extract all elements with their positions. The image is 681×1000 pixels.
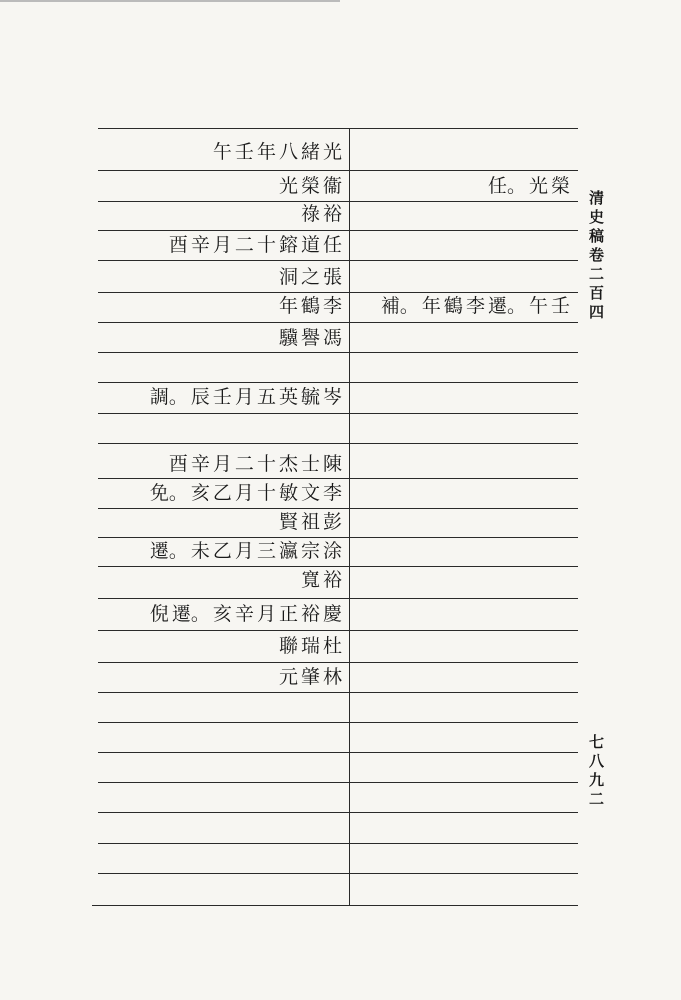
left-entry-row [104,453,342,475]
left-entry-char: 英 [278,386,298,408]
left-entry-char: 十 [256,234,276,256]
left-entry-char: 緒 [300,141,320,163]
table-bottom-border [92,905,578,906]
left-entry-char: 免。 [149,482,188,504]
right-entry-row [356,175,570,197]
right-entry-row [356,295,570,317]
left-entry-row [104,175,342,197]
left-entry-char: 辰 [190,386,210,408]
left-entry-row [104,266,342,288]
left-entry-char: 十 [256,453,276,475]
left-entry-char: 杜 [322,635,342,657]
left-entry-char: 十 [256,482,276,504]
right-entry-char: 光 [528,175,548,197]
left-entry-char: 裕 [322,569,342,591]
left-entry-char: 杰 [278,453,298,475]
left-entry-char: 肇 [300,666,320,688]
left-entry-char: 譽 [300,327,320,349]
left-entry-char: 聯 [278,635,298,657]
left-entry-char: 光 [278,175,298,197]
left-entry-char: 陳 [322,453,342,475]
left-entry-char: 月 [234,386,254,408]
left-entry-row [104,295,342,317]
top-scan-edge [0,0,340,2]
left-entry-char: 敏 [278,482,298,504]
left-entry-row [104,635,342,657]
left-entry-char: 五 [256,386,276,408]
left-entry-char: 任 [322,234,342,256]
left-entry-char: 慶 [322,603,342,625]
left-entry-row [104,327,342,349]
left-entry-char: 乙 [212,482,232,504]
left-entry-char: 李 [322,295,342,317]
left-entry-char: 年 [256,141,276,163]
left-entry-char: 倪 [149,603,169,625]
left-entry-char: 涂 [322,540,342,562]
left-entry-row [104,234,342,256]
volume-title: 清史稿卷二百四 [587,190,605,323]
left-entry-char: 二 [234,453,254,475]
right-entry-char: 鶴 [443,295,463,317]
left-entry-char: 乙 [212,540,232,562]
left-entry-row [104,386,342,408]
left-entry-char: 文 [300,482,320,504]
left-entry-char: 林 [322,666,342,688]
left-entry-char: 午 [212,141,232,163]
left-entry-char: 亥 [212,603,232,625]
left-entry-row [104,569,342,591]
left-entry-char: 寬 [300,569,320,591]
left-entry-char: 宗 [300,540,320,562]
left-entry-char: 彭 [322,511,342,533]
left-entry-row [104,482,342,504]
left-entry-char: 瑞 [300,635,320,657]
left-entry-char: 八 [278,141,298,163]
left-entry-row [104,603,342,625]
left-entry-char: 道 [300,234,320,256]
left-entry-char: 未 [190,540,210,562]
right-entry-char: 李 [465,295,485,317]
left-entry-char: 元 [278,666,298,688]
left-entry-char: 馮 [322,327,342,349]
left-entry-char: 岑 [322,386,342,408]
left-entry-char: 裕 [322,203,342,225]
left-entry-char: 年 [278,295,298,317]
left-entry-char: 月 [234,482,254,504]
left-entry-char: 月 [212,453,232,475]
left-entry-char: 士 [300,453,320,475]
left-entry-char: 李 [322,482,342,504]
left-entry-char: 辛 [190,234,210,256]
left-entry-row [104,203,342,225]
left-entry-row [104,666,342,688]
left-entry-char: 驥 [278,327,298,349]
left-entry-char: 正 [278,603,298,625]
left-entry-char: 張 [322,266,342,288]
left-entry-char: 瀛 [278,540,298,562]
left-entry-char: 賢 [278,511,298,533]
right-entry-char: 午 [528,295,548,317]
left-entry-char: 毓 [300,386,320,408]
right-entry-char: 任。 [487,175,526,197]
left-entry-char: 祖 [300,511,320,533]
right-entry-char: 壬 [550,295,570,317]
left-entry-char: 裕 [300,603,320,625]
left-entry-char: 榮 [300,175,320,197]
right-entry-char: 補。 [380,295,419,317]
right-entry-char: 榮 [550,175,570,197]
left-entry-char: 月 [234,540,254,562]
left-entry-char: 辛 [234,603,254,625]
left-entry-char: 之 [300,266,320,288]
left-entry-char: 遷。 [149,540,188,562]
left-entry-char: 月 [256,603,276,625]
left-entry-char: 辛 [190,453,210,475]
left-entry-char: 調。 [149,386,188,408]
left-entry-char: 亥 [190,482,210,504]
left-entry-char: 酉 [168,453,188,475]
left-entry-row [104,540,342,562]
left-entry-char: 壬 [234,141,254,163]
right-entry-char: 年 [421,295,441,317]
left-entry-char: 鎔 [278,234,298,256]
right-entry-char: 遷。 [487,295,526,317]
left-entry-char: 酉 [168,234,188,256]
left-entry-char: 鶴 [300,295,320,317]
left-entry-char: 衞 [322,175,342,197]
page-number: 七八九二 [587,734,605,810]
left-entry-char: 月 [212,234,232,256]
left-entry-char: 遷。 [171,603,210,625]
left-entry-char: 祿 [300,203,320,225]
table-top-border [98,128,578,129]
left-entry-char: 二 [234,234,254,256]
left-entry-char: 三 [256,540,276,562]
left-entry-char: 洞 [278,266,298,288]
left-entry-row [104,511,342,533]
column-divider [349,128,350,905]
left-entry-char: 壬 [212,386,232,408]
left-entry-row [104,141,342,163]
left-entry-char: 光 [322,141,342,163]
